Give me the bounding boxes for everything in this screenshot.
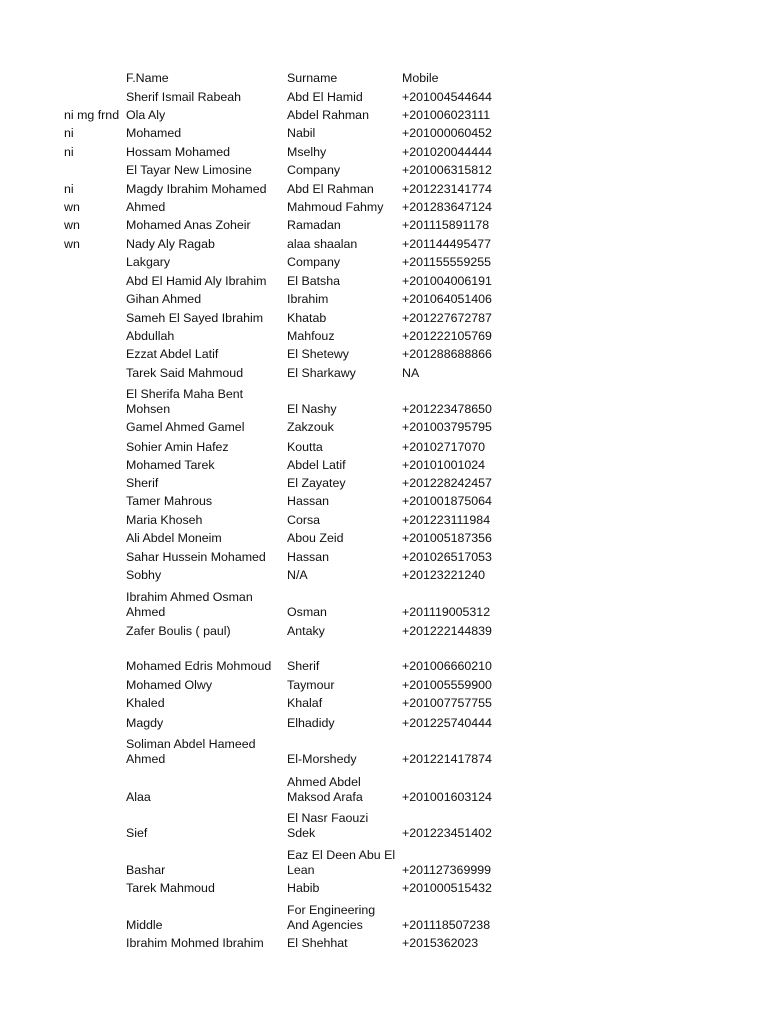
first-name-cell: Mohamed Edris Mohmoud bbox=[126, 659, 272, 673]
first-name-cell: Sobhy bbox=[126, 568, 162, 582]
mobile-cell: +201020044444 bbox=[402, 145, 492, 159]
surname-cell: Antaky bbox=[287, 624, 325, 638]
first-name-cell: Sahar Hussein Mohamed bbox=[126, 550, 266, 564]
first-name-cell: Magdy bbox=[126, 716, 164, 730]
mobile-cell: +20101001024 bbox=[402, 458, 486, 472]
group-cell: wn bbox=[64, 200, 80, 214]
first-name-cell: Ibrahim Mohmed Ibrahim bbox=[126, 936, 264, 950]
surname-cell: Hassan bbox=[287, 550, 330, 564]
mobile-cell: +201001603124 bbox=[402, 790, 492, 804]
first-name-cell: El Sherifa Maha Bent Mohsen bbox=[126, 387, 244, 416]
group-cell: ni bbox=[64, 126, 74, 140]
surname-cell: Abd El Rahman bbox=[287, 182, 374, 196]
first-name-cell: Abdullah bbox=[126, 329, 175, 343]
first-name-cell: Khaled bbox=[126, 696, 165, 710]
surname-cell: Zakzouk bbox=[287, 420, 334, 434]
group-cell: ni bbox=[64, 145, 74, 159]
mobile-cell: +201222105769 bbox=[402, 329, 492, 343]
first-name-cell: Nady Aly Ragab bbox=[126, 237, 215, 251]
surname-cell: El Nashy bbox=[287, 402, 337, 416]
surname-cell: Koutta bbox=[287, 440, 323, 454]
first-name-cell: Gihan Ahmed bbox=[126, 292, 202, 306]
first-name-cell: Sief bbox=[126, 826, 148, 840]
mobile-cell: +201119005312 bbox=[402, 605, 491, 619]
first-name-cell: Alaa bbox=[126, 790, 151, 804]
first-name-cell: Tarek Mahmoud bbox=[126, 881, 215, 895]
mobile-cell: +201026517053 bbox=[402, 550, 492, 564]
surname-cell: Elhadidy bbox=[287, 716, 335, 730]
mobile-cell: +201223111984 bbox=[402, 513, 491, 527]
surname-cell: El Shetewy bbox=[287, 347, 349, 361]
mobile-cell: +201006315812 bbox=[402, 163, 492, 177]
surname-header: Surname bbox=[287, 71, 338, 85]
first-name-cell: Sameh El Sayed Ibrahim bbox=[126, 311, 264, 325]
mobile-cell: +201001875064 bbox=[402, 494, 492, 508]
first-name-cell: El Tayar New Limosine bbox=[126, 163, 252, 177]
surname-cell: Mselhy bbox=[287, 145, 327, 159]
group-cell: ni mg frnd bbox=[64, 108, 120, 122]
surname-cell: Abdel Latif bbox=[287, 458, 346, 472]
group-cell: ni bbox=[64, 182, 74, 196]
table-row bbox=[0, 727, 768, 767]
mobile-cell: +201225740444 bbox=[402, 716, 492, 730]
mobile-cell: +201005559900 bbox=[402, 678, 492, 692]
first-name-cell: Tarek Said Mahmoud bbox=[126, 366, 244, 380]
first-name-cell: Sohier Amin Hafez bbox=[126, 440, 229, 454]
surname-cell: Sherif bbox=[287, 659, 320, 673]
first-name-cell: Sherif Ismail Rabeah bbox=[126, 90, 242, 104]
first-name-cell: Tamer Mahrous bbox=[126, 494, 213, 508]
surname-cell: Taymour bbox=[287, 678, 335, 692]
first-name-cell: Mohamed Tarek bbox=[126, 458, 215, 472]
surname-cell: El Batsha bbox=[287, 274, 341, 288]
surname-cell: alaa shaalan bbox=[287, 237, 358, 251]
surname-cell: Abd El Hamid bbox=[287, 90, 363, 104]
table-row bbox=[0, 341, 768, 381]
mobile-cell: +201221417874 bbox=[402, 752, 492, 766]
surname-cell: Mahmoud Fahmy bbox=[287, 200, 384, 214]
mobile-header: Mobile bbox=[402, 71, 439, 85]
surname-cell: El Nasr Faouzi Sdek bbox=[287, 811, 369, 840]
surname-cell: Company bbox=[287, 255, 341, 269]
surname-cell: Eaz El Deen Abu El Lean bbox=[287, 848, 396, 877]
surname-cell: Khalaf bbox=[287, 696, 323, 710]
table-row bbox=[0, 911, 768, 951]
first-name-cell: Lakgary bbox=[126, 255, 171, 269]
mobile-cell: +201127369999 bbox=[402, 863, 492, 877]
first-name-cell: Abd El Hamid Aly Ibrahim bbox=[126, 274, 267, 288]
first-name-cell: Gamel Ahmed Gamel bbox=[126, 420, 245, 434]
mobile-cell: +201223141774 bbox=[402, 182, 492, 196]
mobile-cell: +201006023111 bbox=[402, 108, 491, 122]
surname-cell: El-Morshedy bbox=[287, 752, 357, 766]
first-name-cell: Bashar bbox=[126, 863, 166, 877]
surname-cell: Abou Zeid bbox=[287, 531, 344, 545]
surname-cell: Ibrahim bbox=[287, 292, 329, 306]
first-name-cell: Hossam Mohamed bbox=[126, 145, 230, 159]
first-name-cell: Soliman Abdel Hameed Ahmed bbox=[126, 737, 256, 766]
surname-cell: Abdel Rahman bbox=[287, 108, 369, 122]
surname-cell: Ahmed Abdel Maksod Arafa bbox=[287, 775, 363, 804]
surname-cell: El Shehhat bbox=[287, 936, 348, 950]
surname-cell: Nabil bbox=[287, 126, 316, 140]
mobile-cell: +201003795795 bbox=[402, 420, 492, 434]
surname-cell: Company bbox=[287, 163, 341, 177]
mobile-cell: +201222144839 bbox=[402, 624, 492, 638]
surname-cell: Ramadan bbox=[287, 218, 341, 232]
first-name-cell: Middle bbox=[126, 918, 163, 932]
mobile-cell: +201000515432 bbox=[402, 881, 492, 895]
first-name-cell: Zafer Boulis ( paul) bbox=[126, 624, 231, 638]
table-row bbox=[0, 801, 768, 841]
first-name-cell: Ola Aly bbox=[126, 108, 166, 122]
first-name-cell: Ali Abdel Moneim bbox=[126, 531, 222, 545]
mobile-cell: +201006660210 bbox=[402, 659, 492, 673]
first-name-cell: Maria Khoseh bbox=[126, 513, 203, 527]
mobile-cell: +201283647124 bbox=[402, 200, 492, 214]
surname-cell: Habib bbox=[287, 881, 320, 895]
mobile-cell: +20123221240 bbox=[402, 568, 486, 582]
surname-cell: N/A bbox=[287, 568, 308, 582]
mobile-cell: +201004006191 bbox=[402, 274, 492, 288]
table-row bbox=[0, 543, 768, 583]
mobile-cell: +201115891178 bbox=[402, 218, 490, 232]
surname-cell: Corsa bbox=[287, 513, 321, 527]
surname-cell: El Zayatey bbox=[287, 476, 346, 490]
group-cell: wn bbox=[64, 237, 80, 251]
surname-cell: Mahfouz bbox=[287, 329, 335, 343]
mobile-cell: +201144495477 bbox=[402, 237, 492, 251]
mobile-cell: +201288688866 bbox=[402, 347, 492, 361]
table-row bbox=[0, 599, 768, 639]
mobile-cell: +201227672787 bbox=[402, 311, 492, 325]
group-cell: wn bbox=[64, 218, 80, 232]
mobile-cell: +201118507238 bbox=[402, 918, 491, 932]
first-name-cell: Ahmed bbox=[126, 200, 166, 214]
first-name-cell: Ibrahim Ahmed Osman Ahmed bbox=[126, 590, 253, 619]
surname-cell: Hassan bbox=[287, 494, 330, 508]
mobile-cell: +201007757755 bbox=[402, 696, 492, 710]
mobile-cell: +201228242457 bbox=[402, 476, 492, 490]
surname-cell: Osman bbox=[287, 605, 327, 619]
first-name-cell: Magdy Ibrahim Mohamed bbox=[126, 182, 267, 196]
first-name-cell: Ezzat Abdel Latif bbox=[126, 347, 219, 361]
mobile-cell: +201000060452 bbox=[402, 126, 492, 140]
mobile-cell: +2015362023 bbox=[402, 936, 479, 950]
first-name-cell: Mohamed Anas Zoheir bbox=[126, 218, 251, 232]
mobile-cell: +201155559255 bbox=[402, 255, 492, 269]
table-row bbox=[0, 856, 768, 896]
mobile-cell: NA bbox=[402, 366, 420, 380]
surname-cell: Khatab bbox=[287, 311, 327, 325]
mobile-cell: +201064051406 bbox=[402, 292, 492, 306]
table-row bbox=[0, 765, 768, 805]
mobile-cell: +201005187356 bbox=[402, 531, 492, 545]
mobile-cell: +201004544644 bbox=[402, 90, 492, 104]
mobile-cell: +201223478650 bbox=[402, 402, 492, 416]
first-name-cell: Mohamed Olwy bbox=[126, 678, 213, 692]
table-row bbox=[0, 691, 768, 731]
first-name-header: F.Name bbox=[126, 71, 169, 85]
surname-cell: El Sharkawy bbox=[287, 366, 356, 380]
mobile-cell: +20102717070 bbox=[402, 440, 486, 454]
surname-cell: For Engineering And Agencies bbox=[287, 903, 376, 932]
mobile-cell: +201223451402 bbox=[402, 826, 492, 840]
first-name-cell: Sherif bbox=[126, 476, 159, 490]
first-name-cell: Mohamed bbox=[126, 126, 182, 140]
